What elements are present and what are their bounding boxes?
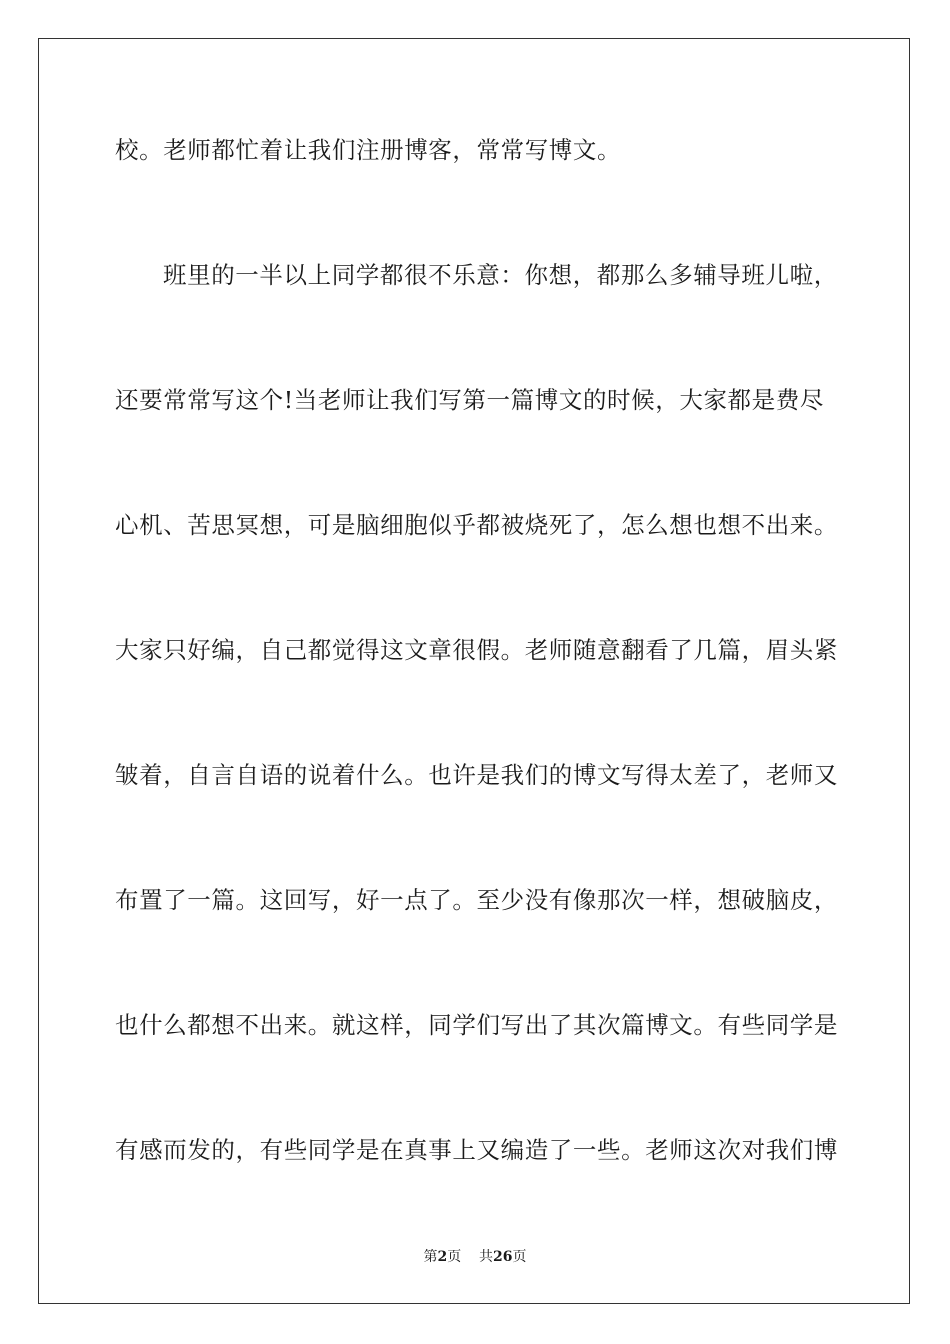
total-suffix: 页 [512,1249,527,1265]
paragraph-line: 班里的一半以上同学都很不乐意：你想，都那么多辅导班儿啦， [163,261,838,289]
paragraph-line: 皱着，自言自语的说着什么。也许是我们的博文写得太差了，老师又 [115,761,838,789]
paragraph-line: 大家只好编，自己都觉得这文章很假。老师随意翻看了几篇，眉头紧 [115,636,838,664]
total-prefix: 共 [479,1249,494,1265]
paragraph-line: 也什么都想不出来。就这样，同学们写出了其次篇博文。有些同学是 [115,1011,838,1039]
total-pages: 26 [493,1249,513,1265]
page-suffix: 页 [447,1249,462,1265]
paragraph-line: 还要常常写这个!当老师让我们写第一篇博文的时候，大家都是费尽 [115,386,824,414]
paragraph-line: 布置了一篇。这回写，好一点了。至少没有像那次一样，想破脑皮， [115,886,838,914]
page-border [38,38,910,1304]
page-prefix: 第 [423,1249,438,1265]
paragraph-line: 有感而发的，有些同学是在真事上又编造了一些。老师这次对我们博 [115,1136,838,1164]
paragraph-line: 校。老师都忙着让我们注册博客，常常写博文。 [115,136,622,164]
paragraph-line: 心机、苦思冥想，可是脑细胞似乎都被烧死了，怎么想也想不出来。 [115,511,838,539]
page-number: 2 [437,1249,448,1265]
page-footer [0,1248,950,1266]
